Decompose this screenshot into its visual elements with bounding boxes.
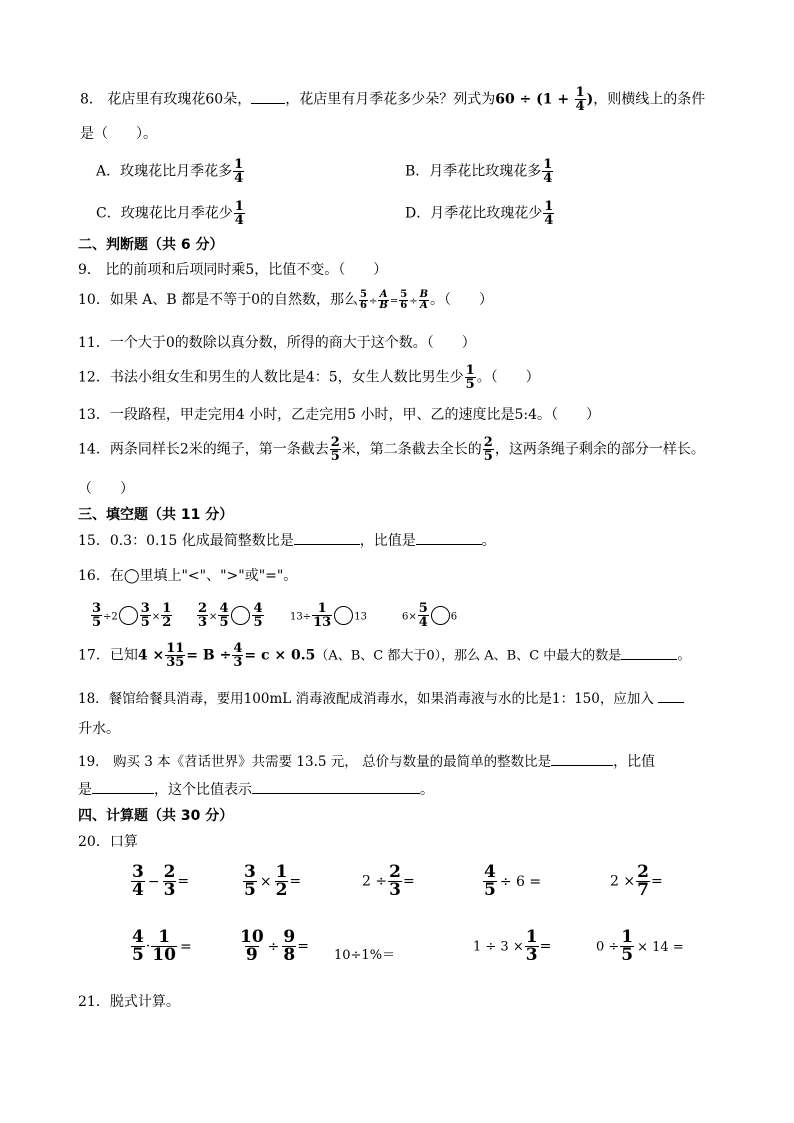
q16-1-frac-a: $\frac{3}{5}$ (92, 601, 102, 630)
q20-r2-2-frac-b: $\frac{9}{8}$ (283, 927, 296, 965)
q15-text-1: 15．0.3：0.15 化成最简整数比是 (78, 533, 294, 549)
question-18 (78, 687, 684, 707)
q8-text-1: 花店里有玫瑰花60朵， (107, 91, 252, 108)
q20-item: $\frac{10}{9}$ ÷ $\frac{9}{8}$ = (240, 927, 309, 965)
q8-option-c-label: C．玫瑰花比月季花少 (96, 205, 233, 222)
compare-circle[interactable] (231, 606, 250, 625)
q12-fraction: $\frac{1}{5}$ (465, 363, 475, 392)
q16-1-frac-c: $\frac{1}{2}$ (162, 601, 172, 630)
q8-option-c[interactable] (96, 200, 246, 227)
q19-blank-1[interactable] (551, 765, 613, 766)
q20-r1-2-frac-b: $\frac{1}{2}$ (275, 862, 288, 900)
question-17 (78, 642, 691, 669)
q16-3-pre: 13÷ (290, 611, 312, 623)
q14-text-3: ，这两条绳子剩余的部分一样长。 (494, 441, 705, 458)
q16-2-frac-c: $\frac{4}{5}$ (253, 601, 263, 630)
q20-item: $\frac{4}{5}$ ÷ 6 = (484, 862, 542, 900)
q17-text: 17．已知 (78, 647, 138, 664)
q19-text-4: ，这个比值表示 (154, 782, 252, 798)
q20-item: 10÷1%＝ (334, 948, 396, 963)
section-4-title: 四、计算题（共 30 分） (78, 808, 234, 824)
q20-r1-5-frac: $\frac{2}{7}$ (637, 862, 649, 900)
q8-line-2: 是（ ）。 (80, 126, 157, 142)
q20-item: 0 ÷ $\frac{1}{5}$ × 14 = (596, 927, 684, 965)
q15-blank-2[interactable] (416, 544, 482, 545)
q10-post: 。（ ） (430, 292, 494, 308)
q17-expr-2: = B ÷ (186, 647, 232, 664)
q20-r1-1-frac-b: $\frac{2}{3}$ (163, 862, 176, 900)
q19-blank-3[interactable] (252, 793, 420, 794)
q15-text-2: ，比值是 (359, 533, 416, 549)
q16-1-op: × (151, 611, 161, 623)
q17-end: 。 (677, 647, 692, 664)
q19-line-2 (78, 779, 434, 799)
q20-item: 2 ÷ $\frac{2}{3}$ = (362, 862, 415, 900)
q8-option-a-label: A．玫瑰花比月季花多 (96, 163, 233, 180)
q20-r1-2-frac-a: $\frac{3}{5}$ (244, 862, 256, 900)
q16-item-4 (402, 602, 457, 629)
q16-2-frac-a: $\frac{2}{3}$ (198, 601, 208, 630)
q8-option-b-fraction: $\frac{1}{4}$ (543, 157, 553, 186)
q8-text-2: ，花店里有月季花多少朵？列式为 (285, 91, 496, 108)
q20-r2-4-frac: $\frac{1}{3}$ (525, 927, 538, 965)
q8-option-b[interactable] (405, 158, 554, 185)
section-2-title: 二、判断题（共 6 分） (78, 237, 224, 253)
q17-post: （A、B、C 都大于0），那么 A、B、C 中最大的数是 (315, 648, 622, 664)
q20-r2-1-frac-b: $\frac{1}{10}$ (152, 927, 176, 965)
question-16: 16．在◯里填上"<"、">"或"="。 (78, 568, 298, 584)
q20-item: 1 ÷ 3 × $\frac{1}{3}$ = (473, 927, 552, 965)
question-10 (78, 289, 493, 311)
q20-r1-4-frac: $\frac{4}{5}$ (484, 862, 496, 900)
q8-number: 8． (80, 91, 103, 108)
q10-op-2: ÷ (409, 296, 418, 307)
question-14 (78, 436, 705, 463)
q19-text-3: 是 (78, 782, 92, 798)
question-15 (78, 530, 496, 550)
q17-fraction-1: $\frac{11}{35}$ (166, 641, 185, 670)
q18-text: 18．餐馆给餐具消毒，要用100mL 消毒液配成消毒水，如果消毒液与水的比是1：150，应加入 (78, 691, 654, 707)
question-8 (80, 86, 705, 113)
q19-text-1: 19． 购买 3 本《苕话世界》共需要 13.5 元， 总价与数量的最简单的整数比是 (78, 754, 552, 770)
q14-text-2: 米，第二条截去全长的 (341, 441, 482, 458)
q20-item: $\frac{3}{4}$ − $\frac{2}{3}$ = (132, 862, 190, 900)
q21-title: 21．脱式计算。 (78, 994, 180, 1010)
q8-text-3: ，则横线上的条件 (593, 91, 706, 108)
section-3-title: 三、填空题（共 11 分） (78, 507, 234, 523)
question-11: 11．一个大于0的数除以真分数，所得的商大于这个数。（ ） (78, 335, 476, 351)
q19-blank-2[interactable] (92, 793, 154, 794)
q10-eq: = (389, 296, 399, 307)
q16-1-mid: ÷2 (103, 611, 118, 623)
q8-blank[interactable] (251, 103, 285, 104)
compare-circle[interactable] (334, 606, 353, 625)
q17-blank[interactable] (621, 659, 677, 660)
q8-option-d-label: D．月季花比玫瑰花少 (405, 205, 543, 222)
q20-r2-5-frac: $\frac{1}{5}$ (621, 927, 634, 965)
q8-expr-fraction: $\frac{1}{4}$ (575, 85, 585, 114)
q16-2-op: × (209, 611, 218, 623)
q20-r2-2-frac-a: $\frac{10}{9}$ (240, 927, 264, 965)
q20-item: 2 × $\frac{2}{7}$ = (610, 862, 663, 900)
q20-item: $\frac{3}{5}$ × $\frac{1}{2}$ = (244, 862, 302, 900)
compare-circle[interactable] (431, 606, 450, 625)
q16-item-1 (90, 602, 173, 629)
q18-blank[interactable] (658, 702, 684, 703)
q16-1-frac-b: $\frac{3}{5}$ (140, 601, 150, 630)
q16-4-frac: $\frac{5}{4}$ (418, 601, 428, 630)
compare-circle[interactable] (119, 606, 138, 625)
q16-4-post: 6 (450, 611, 458, 623)
q20-r1-1-frac-a: $\frac{3}{4}$ (132, 862, 144, 900)
q17-fraction-2: $\frac{4}{3}$ (233, 641, 243, 670)
q10-fraction-4: $\frac{B}{A}$ (419, 288, 429, 311)
q16-3-post: 13 (354, 611, 367, 623)
q16-3-frac: $\frac{1}{13}$ (313, 601, 332, 630)
q20-r1-3-frac: $\frac{2}{3}$ (389, 862, 401, 900)
q8-option-c-fraction: $\frac{1}{4}$ (234, 199, 244, 228)
q15-text-3: 。 (481, 533, 496, 549)
question-9: 9． 比的前项和后项同时乘5，比值不变。（ ） (78, 262, 388, 278)
q10-op-1: ÷ (369, 296, 378, 307)
q16-2-frac-b: $\frac{4}{5}$ (219, 601, 229, 630)
q14-fraction-1: $\frac{2}{5}$ (330, 435, 340, 464)
q20-r2-1-frac-a: $\frac{4}{5}$ (132, 927, 144, 965)
question-19 (78, 750, 655, 771)
q8-option-a-fraction: $\frac{1}{4}$ (234, 157, 244, 186)
q8-expr-b: ) (586, 91, 594, 108)
q8-option-d[interactable] (405, 200, 555, 227)
q12-text: 12．书法小组女生和男生的人数比是4：5，女生人数比男生少 (78, 369, 464, 386)
question-12 (78, 364, 540, 391)
q20-item: $\frac{4}{5}$ · $\frac{1}{10}$ = (132, 927, 192, 965)
q8-option-a[interactable] (96, 158, 245, 185)
q10-fraction-2: $\frac{A}{B}$ (379, 288, 388, 311)
q8-option-d-fraction: $\frac{1}{4}$ (544, 199, 554, 228)
q14-text-1: 14．两条同样长2米的绳子，第一条截去 (78, 441, 329, 458)
q19-text-5: 。 (420, 782, 434, 798)
q15-blank-1[interactable] (294, 544, 360, 545)
q8-option-b-label: B．月季花比玫瑰花多 (405, 163, 542, 180)
q16-4-pre: 6× (402, 611, 417, 623)
q16-item-2 (196, 602, 265, 629)
q14-fraction-2: $\frac{2}{5}$ (483, 435, 493, 464)
q10-fraction-3: $\frac{5}{6}$ (400, 288, 408, 311)
q12-post: 。（ ） (476, 369, 540, 386)
q8-expr-a: 60 ÷ (1 + (495, 91, 570, 108)
q16-item-3 (290, 602, 367, 629)
q14-line-2: （ ） (78, 481, 134, 497)
q18-line-2: 升水。 (78, 721, 120, 737)
q17-expr-1: 4 × (137, 647, 165, 664)
question-13: 13．一段路程，甲走完用4 小时，乙走完用5 小时，甲、乙的速度比是5:4。（ ） (78, 407, 601, 423)
q19-text-2: ，比值 (613, 754, 656, 770)
q10-fraction-1: $\frac{5}{6}$ (360, 288, 367, 311)
q20-title: 20．口算 (78, 834, 138, 850)
q17-expr-3: = c × 0.5 (244, 647, 316, 664)
q10-text: 10．如果 A、B 都是不等于0的自然数，那么 (78, 292, 359, 308)
